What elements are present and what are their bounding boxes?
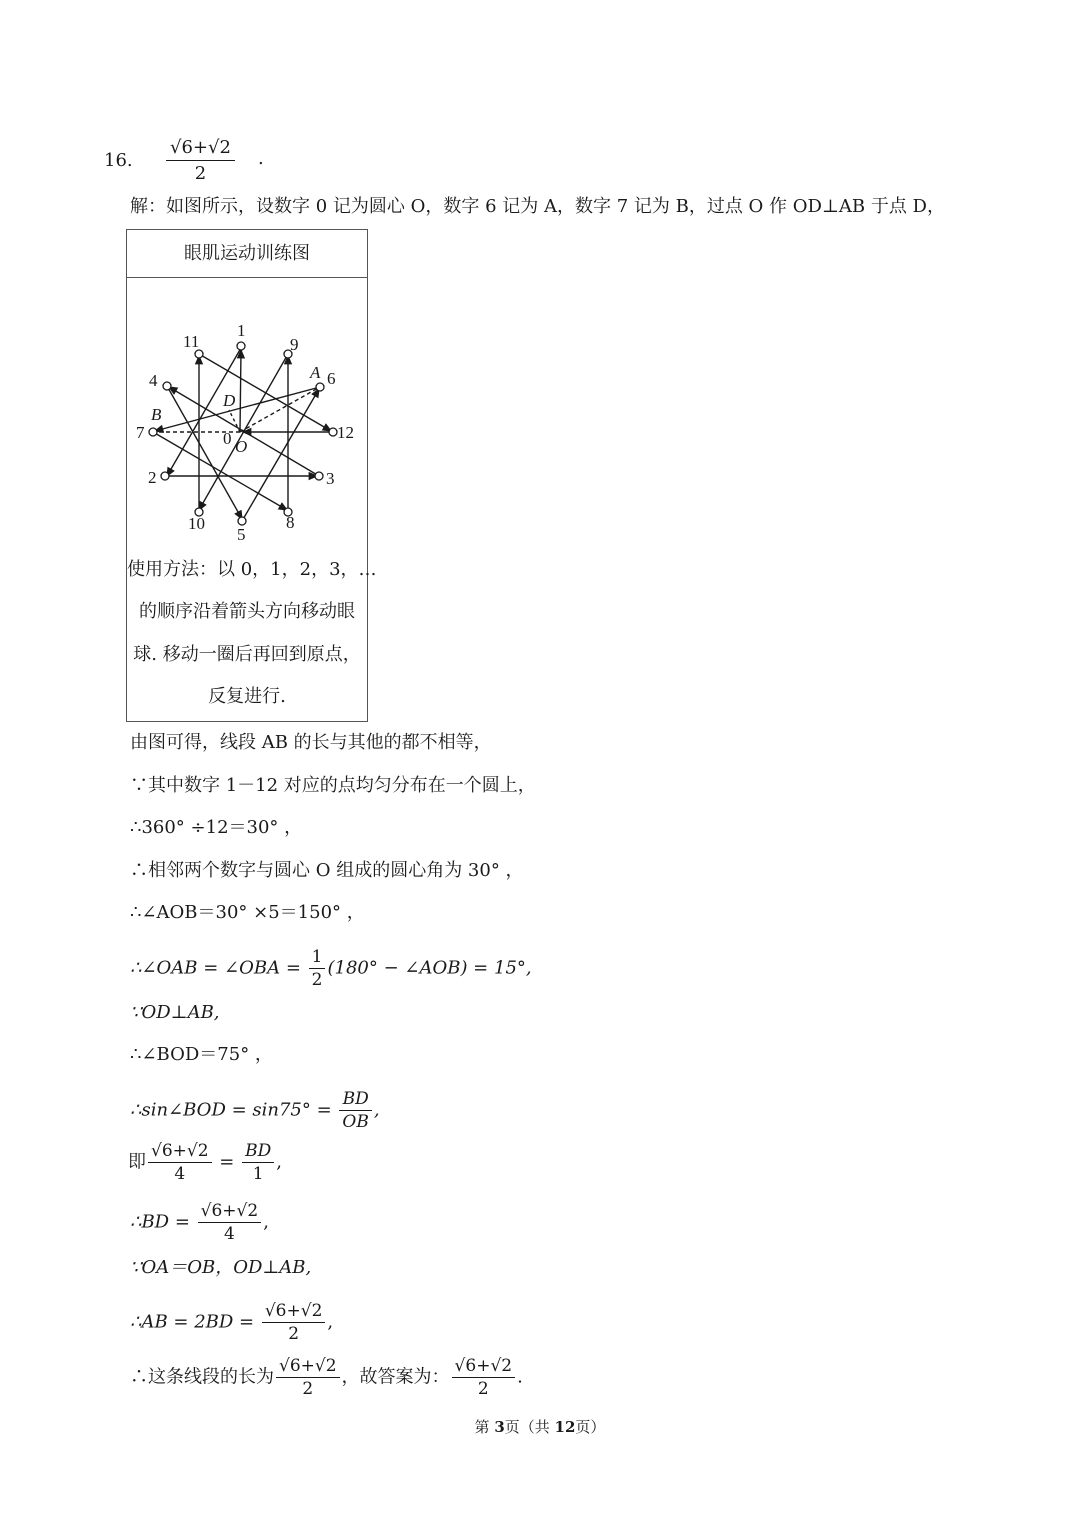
step-13: ∴AB = 2BD = $\frac{√6+√2}{2}$ , [130,1301,334,1344]
point-2 [161,472,169,480]
label-5: 5 [237,525,246,544]
sin75-fraction: $\frac{√6+√2}{4}$ [148,1140,212,1185]
step-8: ∴∠BOD＝75° ， [130,1044,273,1065]
label-o: O [235,437,248,456]
answer-num-a: √6 [170,137,193,158]
label-4: 4 [149,371,158,390]
point-5 [238,517,246,525]
usage-line-1: 使用方法：以 0，1，2，3，… [127,559,377,580]
usage-line-2: 的顺序沿着箭头方向移动眼 [139,601,355,622]
usage-line-4: 反复进行. [208,686,286,707]
bd-1-fraction: $\frac{BD}{1}$ [242,1140,274,1185]
label-d: D [223,391,236,410]
ab-value-fraction: $\frac{√6+√2}{2}$ [262,1300,326,1345]
label-1: 1 [237,321,246,340]
point-4 [163,382,171,390]
label-6: 6 [327,369,336,388]
answer-num-b: √2 [208,137,231,158]
usage-line-3: 球. 移动一圈后再回到原点， [133,644,361,665]
step-14: ∴这条线段的长为 $\frac{√6+√2}{2}$ ，故答案为： $\frac{√6+√2}{2}$ . [130,1356,523,1399]
point-12 [329,428,337,436]
page-total: 12 [554,1418,576,1436]
final-fraction-1: $\frac{√6+√2}{2}$ [276,1355,340,1400]
step-10: 即 $\frac{√6+√2}{4}$ = $\frac{BD}{1}$ , [128,1141,282,1184]
step-2: ∵其中数字 1－12 对应的点均匀分布在一个圆上， [130,775,536,796]
step-6-right: (180° − ∠AOB) = 15°, [327,957,532,979]
step-9-left: ∴sin∠BOD = sin75° = [130,1099,338,1121]
dashed-oa [240,387,320,432]
segment-5-6 [242,389,319,521]
solution-intro: 解：如图所示，设数字 0 记为圆心 O，数字 6 记为 A，数字 7 记为 B，过点 O 作 OD⊥AB 于点 D， [130,196,945,217]
point-1 [237,342,245,350]
step-6-left: ∴∠OAB = ∠OBA = [130,957,307,979]
point-11 [195,350,203,358]
question-number: 16. [104,150,133,171]
answer-plus: + [192,137,209,158]
label-0: 0 [223,429,232,448]
step-4: ∴相邻两个数字与圆心 O 组成的圆心角为 30° ， [130,860,524,881]
label-11: 11 [183,332,200,351]
answer-den: 2 [194,163,207,184]
step-9: ∴sin∠BOD = sin75° = $\frac{BD}{OB}$ , [130,1089,380,1132]
label-2: 2 [148,468,157,487]
page-footer: 第 3页（共 12页） [474,1418,606,1436]
step-3: ∴360° ÷12＝30° ， [130,817,303,838]
label-8: 8 [286,513,295,532]
figure-title: 眼肌运动训练图 [127,230,367,278]
label-a: A [310,363,321,382]
step-11: ∴BD = $\frac{√6+√2}{4}$ , [130,1201,269,1244]
bd-ob-fraction: $\frac{BD}{OB}$ [339,1088,371,1133]
label-9: 9 [290,335,299,354]
step-1: 由图可得，线段 AB 的长与其他的都不相等， [130,732,492,753]
label-7: 7 [136,423,145,442]
point-3 [315,472,323,480]
label-b: B [151,405,162,424]
eye-training-figure [126,229,377,722]
answer-fraction [166,136,235,187]
point-6 [316,383,324,391]
half-fraction: $\frac{1}{2}$ [309,946,326,991]
segment-7-8 [153,432,287,510]
label-3: 3 [326,469,335,488]
step-12: ∵OA＝OB，OD⊥AB, [130,1257,312,1278]
segment-0-1 [240,350,241,431]
step-5: ∴∠AOB＝30° ×5＝150° ， [130,902,365,923]
label-10: 10 [188,514,205,533]
eye-training-diagram [127,278,367,548]
point-7 [149,428,157,436]
final-fraction-2: $\frac{√6+√2}{2}$ [452,1355,516,1400]
step-6 [130,946,532,991]
bd-value-fraction: $\frac{√6+√2}{4}$ [198,1200,262,1245]
page-number: 3 [494,1418,505,1436]
answer-period: . [258,148,264,169]
label-12: 12 [337,423,354,442]
step-7: ∵OD⊥AB, [130,1002,220,1023]
